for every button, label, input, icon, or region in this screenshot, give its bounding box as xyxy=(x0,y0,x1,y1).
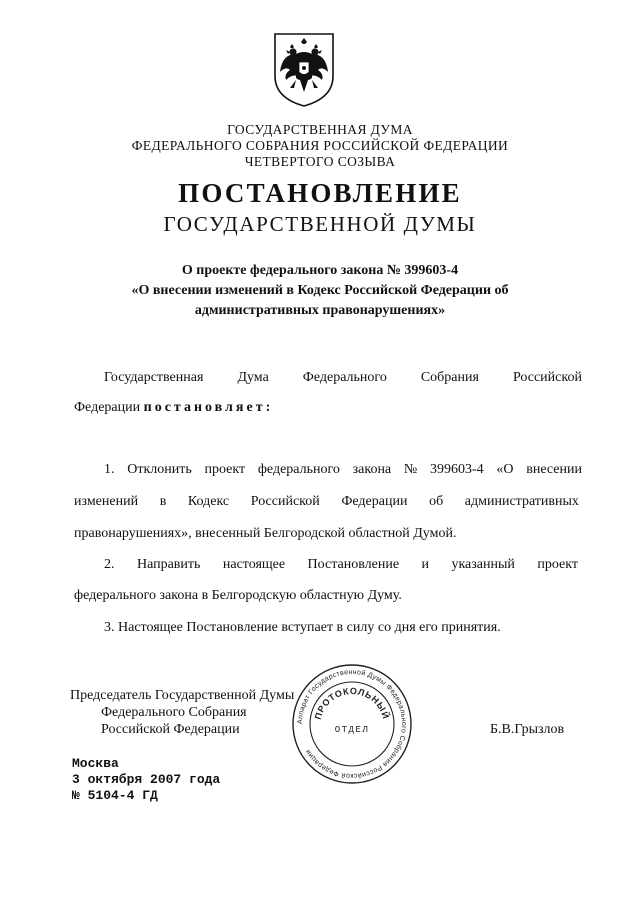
stamp-arc-text: ПРОТОКОЛЬНЫЙ xyxy=(312,685,392,721)
item-word: 1. xyxy=(104,462,115,477)
preamble-line-1 xyxy=(104,369,582,387)
item-word: внесении xyxy=(526,462,582,477)
item-word: административных xyxy=(464,494,579,509)
item-2-line-1 xyxy=(104,556,578,574)
signature-line-3: Российской Федерации xyxy=(101,722,240,737)
item-word: 399603-4 xyxy=(429,462,484,477)
round-seal-icon xyxy=(290,662,414,786)
item-word: проект xyxy=(537,557,578,572)
preamble-word: Российской xyxy=(512,370,582,385)
item-word: Федерации xyxy=(341,494,408,509)
preamble-word: Государственная xyxy=(104,370,204,385)
signature-line-1: Председатель Государственной Думы xyxy=(70,688,295,703)
item-word: Российской xyxy=(250,494,320,509)
item-word: и xyxy=(421,557,429,572)
preamble-word: Федерального xyxy=(302,370,387,385)
double-headed-eagle-icon xyxy=(272,32,336,108)
resolves-word: постановляет: xyxy=(143,400,274,415)
item-word: 2. xyxy=(104,557,115,572)
coat-of-arms-emblem xyxy=(272,32,336,108)
item-word: об xyxy=(429,494,444,509)
signatory-name: Б.В.Грызлов xyxy=(490,722,565,737)
item-word: указанный xyxy=(451,557,515,572)
item-word: Отклонить xyxy=(127,462,192,477)
subject-line-3: административных правонарушениях» xyxy=(194,303,446,318)
item-1-line-2 xyxy=(74,493,579,511)
preamble-word: Дума xyxy=(237,370,269,385)
stamp-center-text: ОТДЕЛ xyxy=(334,725,370,735)
item-word: «О xyxy=(496,462,514,477)
stamp-ring-text: Аппарат Государственной Думы Федерального Собрания Российской Федерации xyxy=(296,668,408,780)
item-1-line-3: правонарушениях», внесенный Белгородской областной Думой. xyxy=(74,526,457,541)
item-word: Направить xyxy=(136,557,201,572)
item-word: Постановление xyxy=(307,557,400,572)
org-line-1: ГОСУДАРСТВЕННАЯ ДУМА xyxy=(227,122,413,137)
footer-date: 3 октября 2007 года xyxy=(72,772,221,787)
item-word: федерального xyxy=(257,462,340,477)
item-word: закона xyxy=(352,462,392,477)
document-type-title: ПОСТАНОВЛЕНИЕ xyxy=(178,178,462,208)
footer-city: Москва xyxy=(72,756,119,771)
official-stamp xyxy=(290,662,414,786)
preamble-word: Федерации xyxy=(74,400,141,415)
item-3-line: 3. Настоящее Постановление вступает в силу со дня его принятия. xyxy=(104,620,501,635)
subject-line-2: «О внесении изменений в Кодекс Российской Федерации об xyxy=(131,283,509,298)
org-line-2: ФЕДЕРАЛЬНОГО СОБРАНИЯ РОССИЙСКОЙ ФЕДЕРАЦИИ xyxy=(131,138,509,153)
item-word: № xyxy=(403,462,418,477)
org-line-3: ЧЕТВЕРТОГО СОЗЫВА xyxy=(244,154,396,169)
signature-line-2: Федерального Собрания xyxy=(101,705,247,720)
preamble-line-2 xyxy=(74,399,273,417)
item-1-line-1 xyxy=(104,461,582,479)
item-word: проект xyxy=(204,462,246,477)
item-word: в xyxy=(159,494,167,509)
item-word: настоящее xyxy=(222,557,286,572)
preamble-word: Собрания xyxy=(420,370,479,385)
document-issuer-subtitle: ГОСУДАРСТВЕННОЙ ДУМЫ xyxy=(163,212,477,236)
item-word: Кодекс xyxy=(187,494,230,509)
item-2-line-2: федерального закона в Белгородскую областную Думу. xyxy=(74,588,402,603)
svg-text:ПРОТОКОЛЬНЫЙ xyxy=(313,686,392,721)
item-word: изменений xyxy=(74,494,139,509)
subject-line-1: О проекте федерального закона № 399603-4 xyxy=(181,263,459,278)
footer-number: № 5104-4 ГД xyxy=(72,788,158,803)
